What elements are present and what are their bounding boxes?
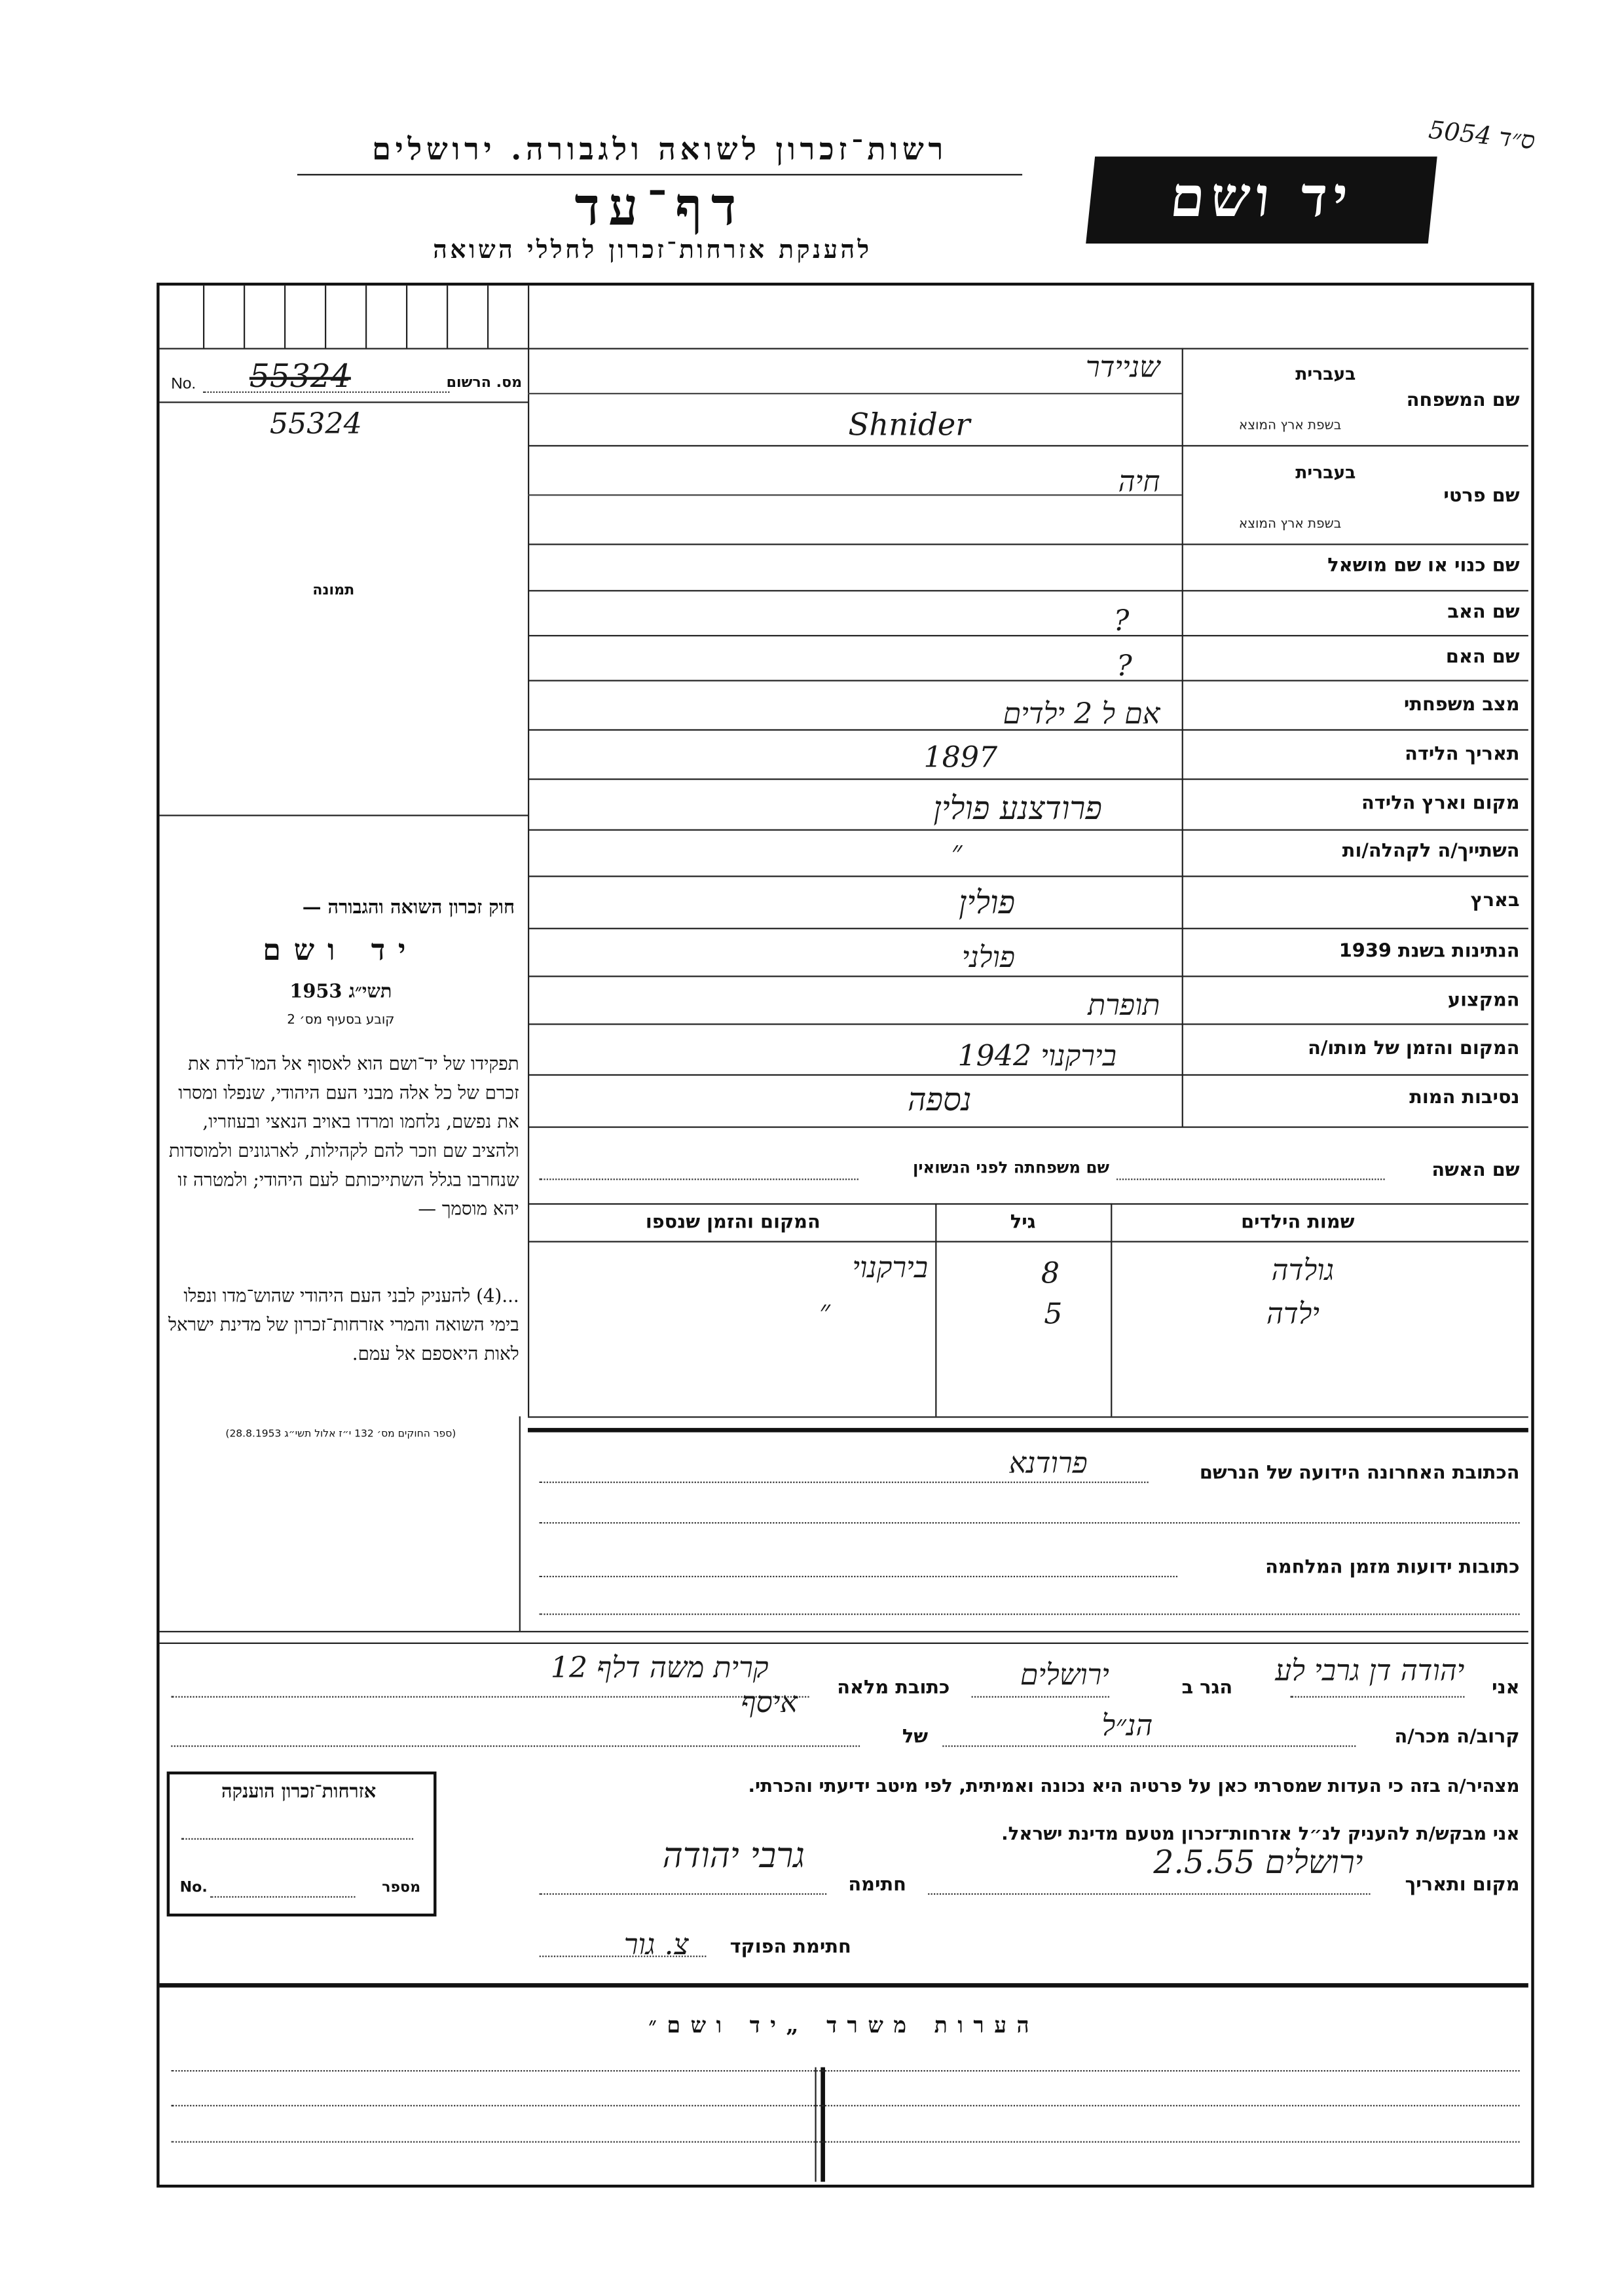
signature-label: חתימה bbox=[848, 1874, 906, 1897]
place-date-label: מקום ותאריך bbox=[1405, 1874, 1520, 1897]
mother-value: ? bbox=[1116, 647, 1132, 683]
certificate-title: אזרחות־זכרון הוענקה bbox=[221, 1781, 377, 1804]
form-subtitle: להענקת אזרחות־זכרון לחללי השואה bbox=[433, 236, 872, 266]
declarant-label: אני bbox=[1492, 1677, 1520, 1700]
birth-date-label: תאריך הלידה bbox=[1405, 743, 1520, 766]
nickname-label: שם כנוי או שם מושאל bbox=[1327, 555, 1520, 577]
children-header-age: גיל bbox=[1010, 1212, 1036, 1234]
children-header-names: שמות הילדים bbox=[1241, 1212, 1355, 1234]
wife-maiden-name-label: שם משפחתה לפני הנשואין bbox=[913, 1158, 1109, 1178]
law-footnote: (ספר החוקים מס׳ 132 י״ז אלול תשי״ג 28.8.1953) bbox=[225, 1428, 456, 1440]
father-label: שם האב bbox=[1447, 601, 1520, 624]
certificate-number-label: מספר bbox=[382, 1880, 421, 1897]
first-name-hebrew-label: בעברית bbox=[1295, 462, 1356, 483]
officer-signature-label: חתימת הפוקד bbox=[729, 1937, 851, 1959]
birth-place-value: פרודצנע פולין bbox=[933, 792, 1102, 828]
community-value: ״ bbox=[951, 833, 963, 869]
lives-in-label: הגר ב bbox=[1181, 1677, 1233, 1700]
citizenship-value: פולני bbox=[961, 939, 1016, 975]
signature-value: גרבי יהודה bbox=[662, 1835, 805, 1876]
country-label: בארץ bbox=[1470, 890, 1520, 912]
authority-title: רשות־זכרון לשואה ולגבורה. ירושלים bbox=[372, 130, 948, 167]
declaration-statement: מצהיר/ה בזה כי העדות שמסרתי כאן על פרטיה היא נכונה ואמיתית, לפי מיטב ידיעתי והכרתי. bbox=[748, 1774, 1520, 1796]
death-place-value: בירקנוי 1942 bbox=[957, 1038, 1117, 1073]
remarks-title: הערות משרד „יד ושם״ bbox=[648, 2012, 1040, 2039]
children-header-place: המקום והזמן שנספו bbox=[645, 1212, 821, 1234]
relation-value: הנ״ל bbox=[1101, 1707, 1153, 1743]
father-value: ? bbox=[1113, 603, 1130, 638]
of-value: איסף bbox=[741, 1685, 798, 1720]
child-1-place: בירקנוי bbox=[852, 1249, 929, 1285]
child-2-place: ״ bbox=[819, 1293, 830, 1328]
registration-label: מס. הרשום bbox=[446, 375, 523, 392]
law-paragraph-2: ...(4) להעניק לבני העם היהודי שהוש־מדו ונפלו בימי השואה והמרי אזרחות־זכרון של מדינת ישראל לאות היאספם אל עמם. bbox=[168, 1284, 519, 1364]
marital-status-value: אם ל 2 ילדים bbox=[1003, 695, 1160, 731]
yad-vashem-logo bbox=[1086, 156, 1437, 244]
mother-label: שם האם bbox=[1445, 646, 1520, 668]
law-name: יד ושם bbox=[263, 932, 419, 967]
child-2-age: 5 bbox=[1044, 1296, 1063, 1331]
registration-number: 55324 bbox=[269, 406, 362, 441]
corner-handwriting: ס״ד 5054 bbox=[1427, 116, 1536, 156]
relation-label: קרוב/ה מכר/ה bbox=[1394, 1726, 1520, 1749]
officer-signature-value: צ. גור bbox=[623, 1926, 689, 1961]
wartime-address-label: כתובות ידועות מזמן המלחמה bbox=[1265, 1557, 1520, 1579]
logo-text: יד ושם bbox=[1167, 164, 1357, 229]
photo-label: תמונה bbox=[312, 583, 355, 599]
child-1-age: 8 bbox=[1041, 1255, 1060, 1290]
death-cause-value: נספה bbox=[907, 1083, 972, 1120]
law-year: תשי״ג 1953 bbox=[289, 981, 392, 1004]
full-address-value: קרית משה דלף 12 bbox=[550, 1649, 769, 1685]
family-name-origin-label: בשפת ארץ המוצא bbox=[1238, 418, 1342, 434]
last-address-label: הכתובת האחרונה הידועה של הנרשם bbox=[1199, 1463, 1520, 1485]
first-name-label: שם פרטי bbox=[1443, 485, 1520, 508]
death-place-label: המקום והזמן של מותו/ה bbox=[1308, 1038, 1520, 1060]
marital-status-label: מצב משפחתי bbox=[1403, 694, 1520, 716]
registration-number-struck: 55324 bbox=[249, 359, 351, 396]
declaration-request: אני מבקש/ת להעניק לנ״ל אזרחות־זכרון מטעם מדינת ישראל. bbox=[1001, 1822, 1520, 1844]
first-name-hebrew-value: חיה bbox=[1118, 464, 1160, 499]
death-cause-label: נסיבות המות bbox=[1409, 1087, 1520, 1109]
law-reference: קובע בסעיף מס׳ 2 bbox=[287, 1013, 395, 1028]
occupation-value: תופרת bbox=[1088, 987, 1160, 1023]
declarant-value: יהודה דן גרבי לע bbox=[1275, 1652, 1465, 1688]
form-title: דף־עד bbox=[574, 177, 745, 238]
citizenship-label: הנתינות בשנת 1939 bbox=[1338, 941, 1520, 963]
child-1-name: גולדה bbox=[1271, 1252, 1335, 1288]
place-date-value: ירושלים 2.5.55 bbox=[1153, 1845, 1363, 1882]
community-label: השתייך/ה לקהלה/ות bbox=[1342, 841, 1520, 863]
no-prefix: No. bbox=[171, 375, 196, 393]
birth-date-value: 1897 bbox=[923, 739, 998, 774]
law-paragraph-1: תפקידו של יד־ושם הוא לאסוף אל המו־לדת את זכרם של כל אלה מבני העם היהודי, שנפלו ומסרו את נפשם, נלחמו ומרדו באויב הנאצי ובעוזריו, ולהציב שם וזכר להם לקהילות, לארגונים ולמוסדות שנחרבו בגלל השתייכותם לעם היהודי; ולמטרה זו יהא מוסמך — bbox=[168, 1052, 519, 1220]
child-2-name: ילדה bbox=[1266, 1296, 1320, 1331]
birth-place-label: מקום וארץ הלידה bbox=[1361, 793, 1520, 815]
full-address-label: כתובת מלאה bbox=[837, 1677, 950, 1700]
law-title: חוק זכרון השואה והגבורה — bbox=[302, 897, 515, 919]
first-name-origin-label: בשפת ארץ המוצא bbox=[1238, 517, 1342, 532]
family-name-hebrew-label: בעברית bbox=[1295, 363, 1356, 384]
last-address-value: פרודנא bbox=[1008, 1445, 1088, 1480]
of-label: של bbox=[902, 1726, 929, 1749]
family-name-origin-value: Shnider bbox=[848, 407, 970, 443]
occupation-label: המקצוע bbox=[1447, 990, 1520, 1012]
family-name-hebrew-value: שניידר bbox=[1085, 349, 1160, 384]
country-value: פולין bbox=[959, 885, 1016, 922]
wife-label: שם האשה bbox=[1431, 1159, 1520, 1182]
family-name-label: שם המשפחה bbox=[1406, 390, 1520, 412]
certificate-no-prefix: No. bbox=[179, 1880, 208, 1897]
lives-in-value: ירושלים bbox=[1020, 1656, 1109, 1692]
authority-underline bbox=[297, 174, 1022, 175]
